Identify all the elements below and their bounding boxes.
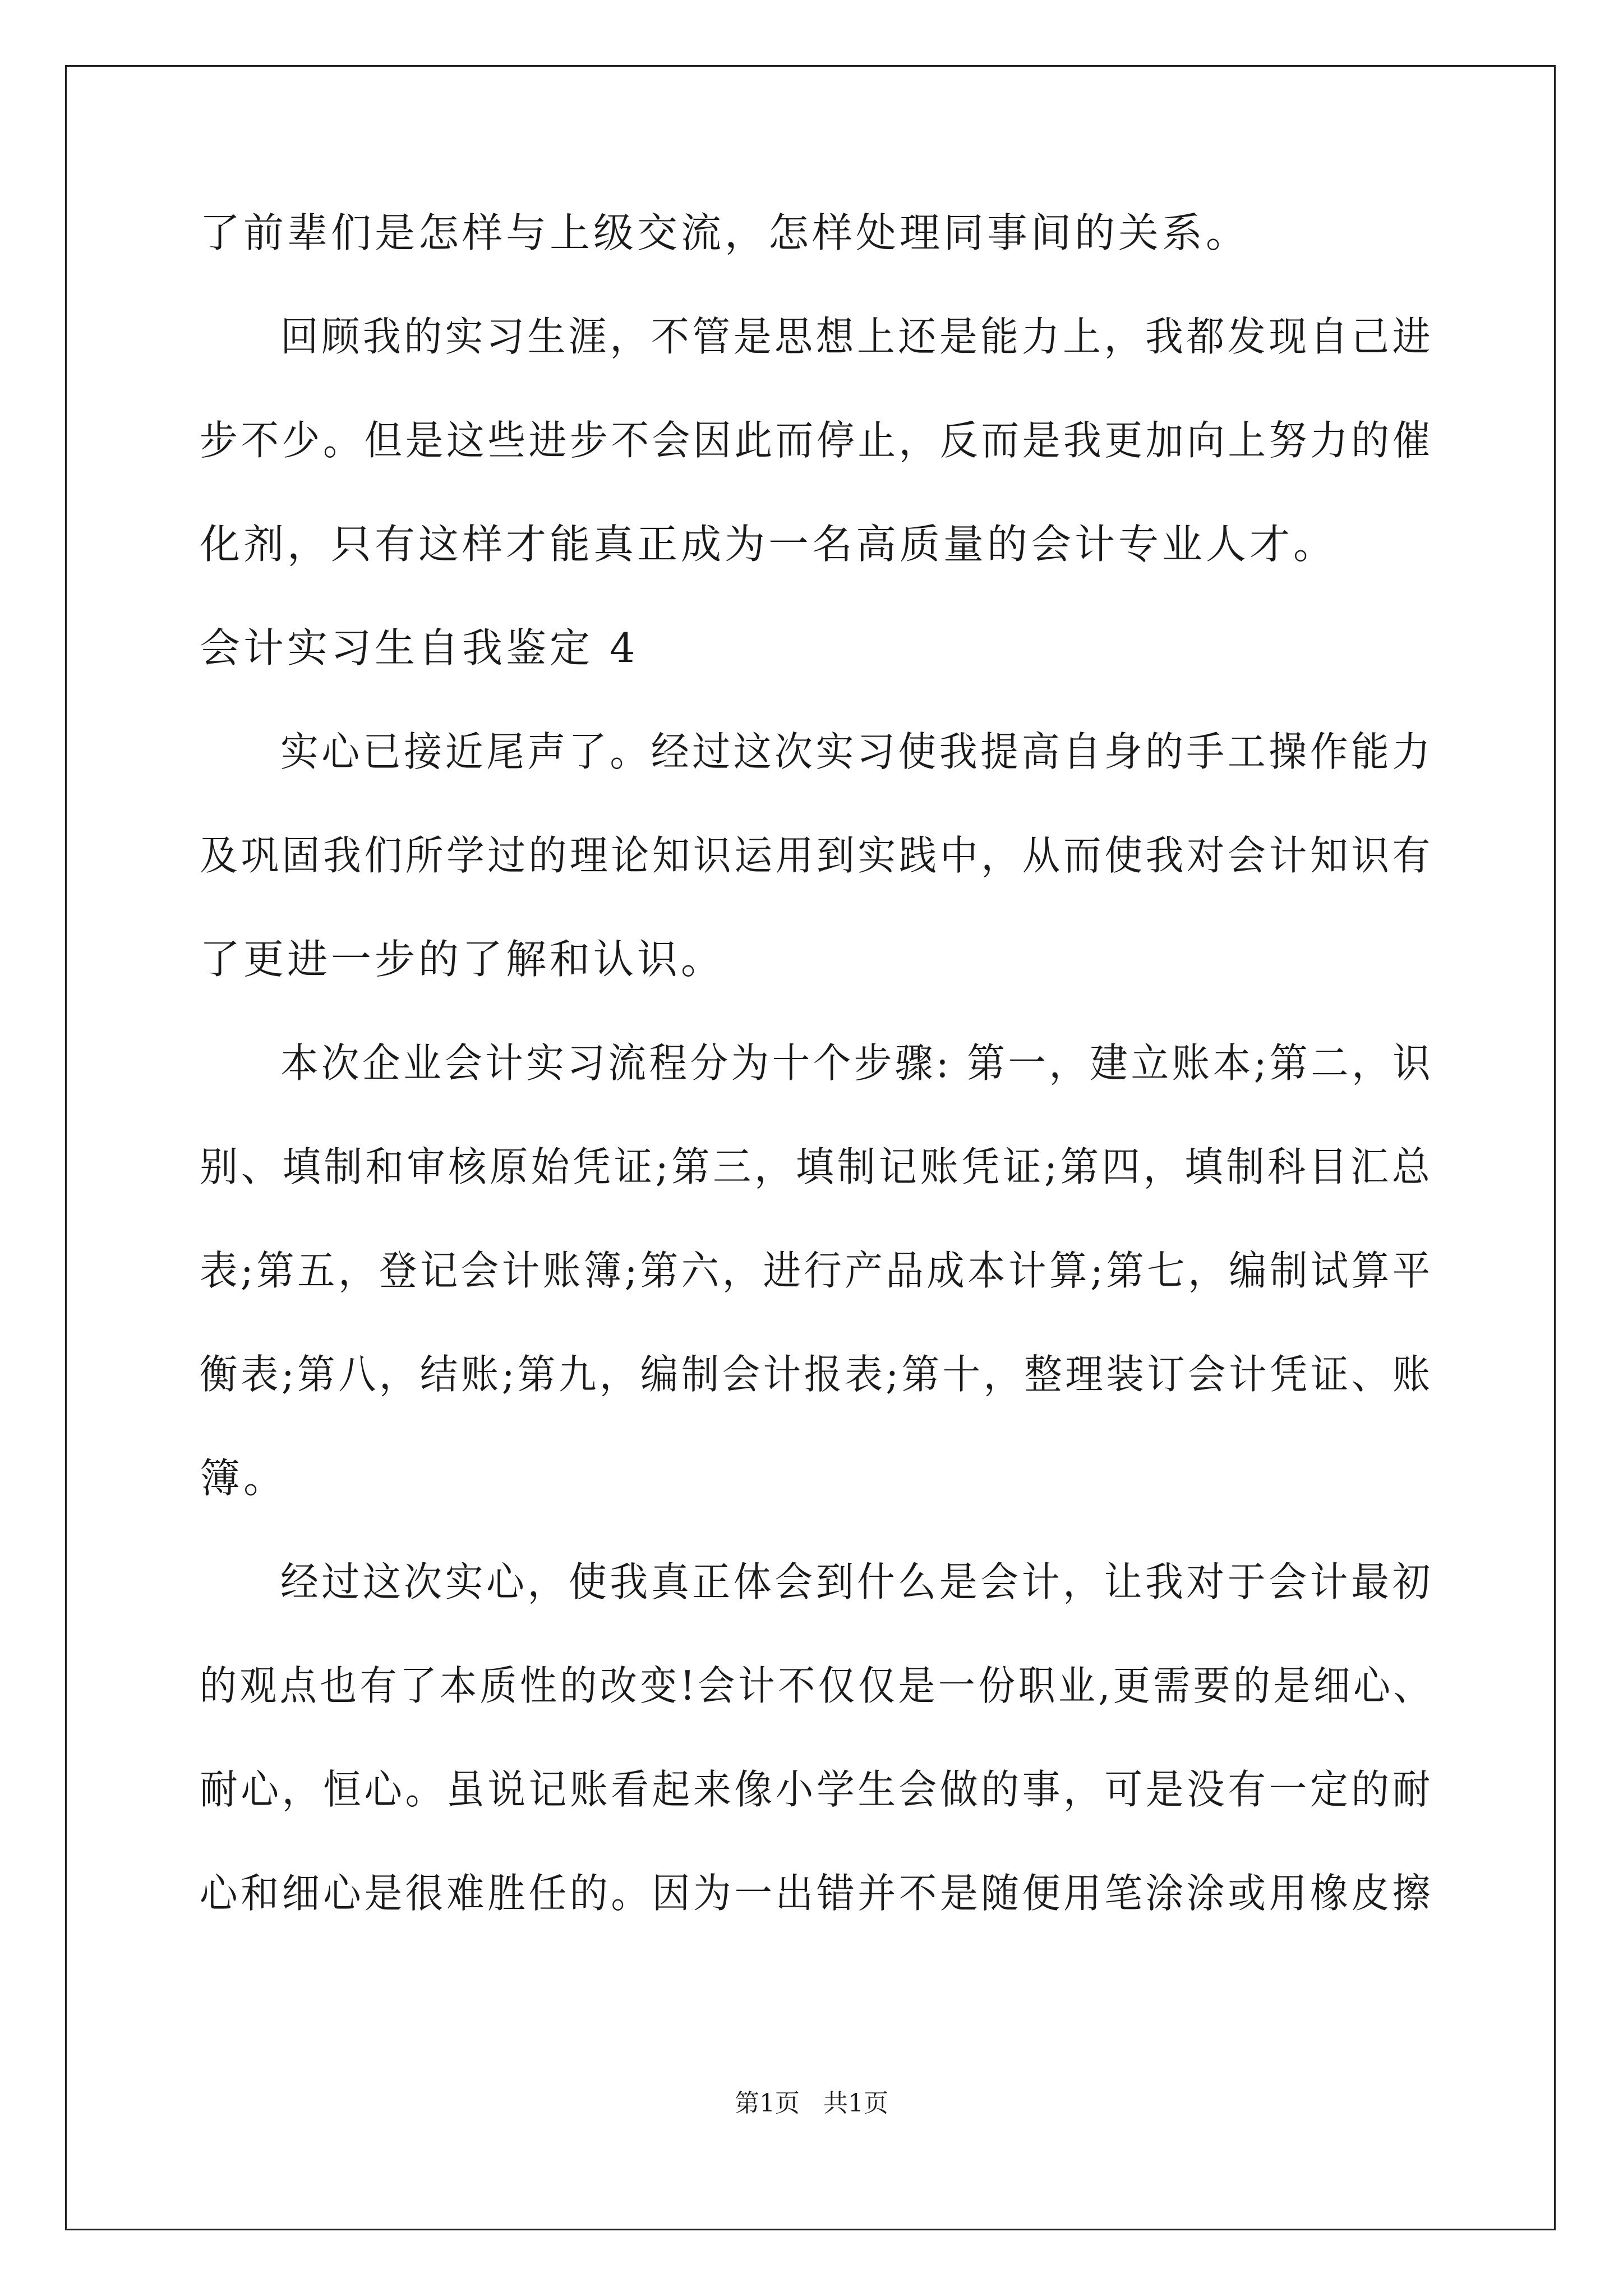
text-line: 衡表;第八，结账;第九，编制会计报表;第十，整理装订会计凭证、账 bbox=[200, 1351, 1433, 1398]
section-heading: 会计实习生自我鉴定 4 bbox=[200, 624, 639, 671]
text-line: 簿。 bbox=[200, 1455, 288, 1502]
text-line: 的观点也有了本质性的改变!会计不仅仅是一份职业,更需要的是细心、 bbox=[200, 1662, 1433, 1709]
text-line: 了前辈们是怎样与上级交流，怎样处理同事间的关系。 bbox=[200, 209, 1250, 256]
text-line: 心和细心是很难胜任的。因为一出错并不是随便用笔涂涂或用橡皮擦 bbox=[200, 1870, 1434, 1917]
text-line: 化剂，只有这样才能真正成为一名高质量的会计专业人才。 bbox=[200, 521, 1338, 568]
text-line: 步不少。但是这些进步不会因此而停止，反而是我更加向上努力的催 bbox=[200, 417, 1434, 464]
paragraph-first-line: 回顾我的实习生涯，不管是思想上还是能力上，我都发现自己进 bbox=[280, 313, 1434, 360]
text-line: 及巩固我们所学过的理论知识运用到实践中，从而使我对会计知识有 bbox=[200, 832, 1434, 879]
paragraph-first-line: 本次企业会计实习流程分为十个步骤: 第一，建立账本;第二，识 bbox=[280, 1039, 1434, 1087]
paragraph-first-line: 实心已接近尾声了。经过这次实习使我提高自身的手工操作能力 bbox=[280, 728, 1434, 775]
text-line: 别、填制和审核原始凭证;第三，填制记账凭证;第四，填制科目汇总 bbox=[200, 1143, 1433, 1190]
text-line: 了更进一步的了解和认识。 bbox=[200, 936, 725, 983]
text-line: 表;第五，登记会计账簿;第六，进行产品成本计算;第七，编制试算平 bbox=[200, 1247, 1433, 1294]
page-footer: 第1页 共1页 bbox=[735, 2089, 888, 2118]
paragraph-first-line: 经过这次实心，使我真正体会到什么是会计，让我对于会计最初 bbox=[280, 1558, 1434, 1605]
text-line: 耐心，恒心。虽说记账看起来像小学生会做的事，可是没有一定的耐 bbox=[200, 1766, 1434, 1813]
